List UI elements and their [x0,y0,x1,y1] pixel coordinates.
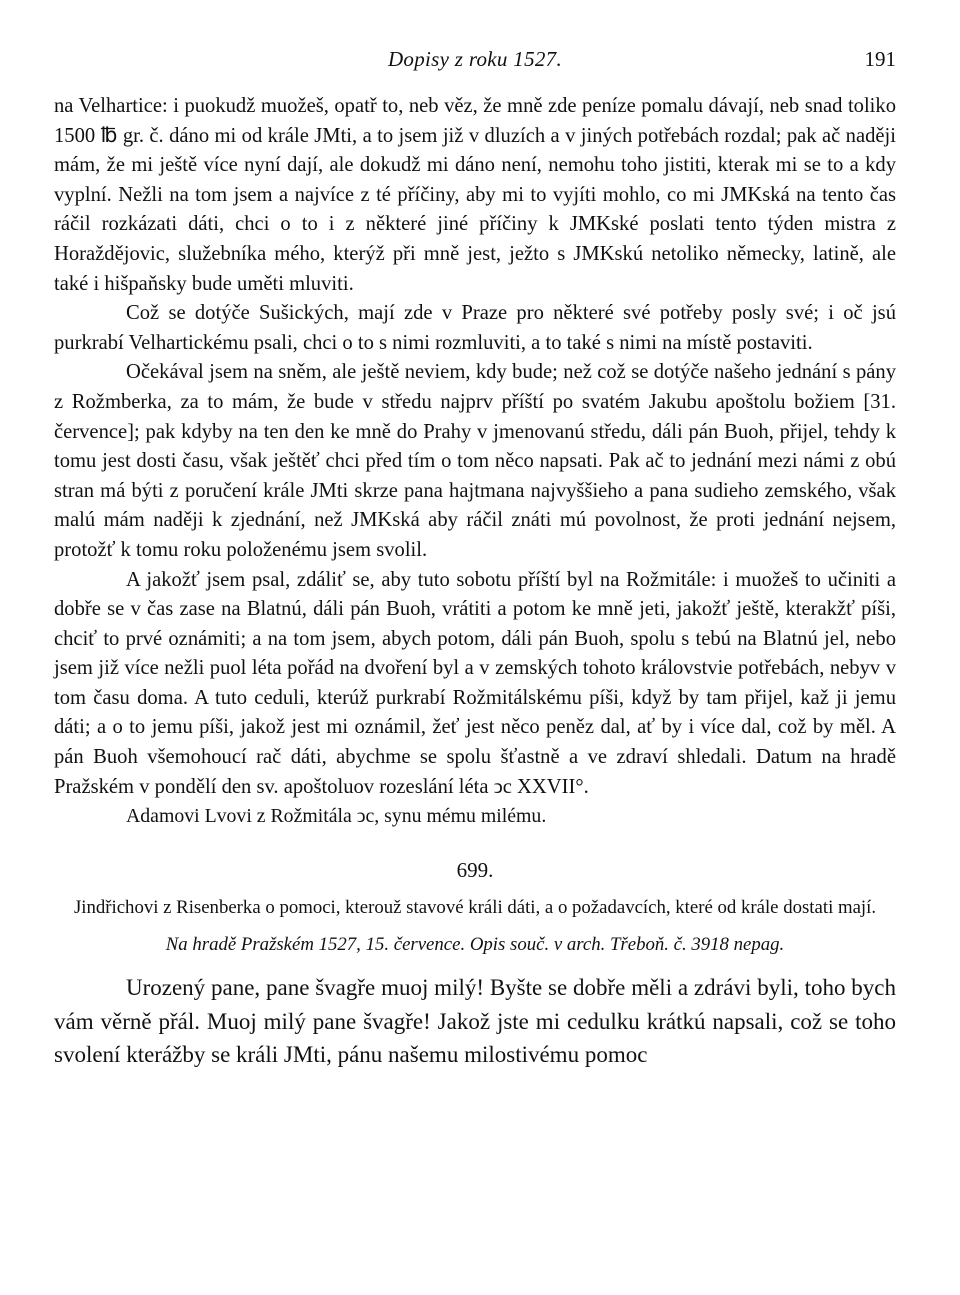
body-text [54,92,896,1072]
page-number: 191 [864,47,896,71]
paragraph-susice: Což se dotýče Sušických, mají zde v Praze pro některé své potřeby posly své; i oč jsú purkrabí Velhartickému psali, chci o to s nimi rozmluviti, a to také s nimi na místě postaviti. [54,302,896,354]
paragraph-snem: Očekával jsem na sněm, ale ještě neviem, kdy bude; než což se dotýče našeho jednání s pány z Rožmberka, za to mám, že bude v středu najprv příští po svatém Jakubu apoštolu božiem [31. července]; pak kdyby na ten den ke mně do Prahy v jmenovanú středu, dáli pán Buoh, přijel, tehdy k tomu jest dosti času, však ještěť chci před tím o tom něco napsati. Pak ač to jednání mezi námi z obú stran má býti z poručení krále JMti skrze pana hajtmana najvyššieho a pana sudieho zemského, však malú mám naději k zjednání, než JMKská aby ráčil znáti mú povolnost, že proti jednání nejsem, protožť k tomu roku položenému jsem svolil. [54,361,896,561]
running-title: Dopisy z roku 1527. [387,47,563,71]
letter-body: Urozený pane, pane švagře muoj milý! Byšte se dobře měli a zdrávi byli, toho bych vám věrně přál. Muoj milý pane švagře! Jakož jste mi cedulku krátkú napsali, což se toho svolení kterážby se králi JMti, pánu našemu milostivému pomoc [54,975,896,1068]
letter-number: 699. [456,857,494,882]
page-header [54,44,896,74]
paragraph-rozmital: A jakožť jsem psal, zdáliť se, aby tuto sobotu příští byl na Rožmitále: i muožeš to učiniti a dobře se v čas zase na Blatnú, dáli pán Buoh, vrátiti a potom ke mně jeti, jakožť ještě, kterakžť píši, chciť to prvé oznámiti; a na tom jsem, abych potom, dáli pán Buoh, spolu s tebú na Blatnú jel, nebo jsem již více nežli puol léta pořád na dvoření byl a v zemských tohoto královstvie potřebách, nebyv v tom času doma. A tuto ceduli, kterúž purkrabí Rožmitálskému píši, když by tam přijel, kaž ji jemu dáti; a o to jemu píši, jakož jest mi oznámil, žeť jest něco peněz dal, ať by i více dal, což by měl. A pán Buoh všemohoucí rač dáti, abychme se spolu šťastně a ve zdraví shledali. Datum na hradě Pražském v pondělí den sv. apoštoluov rozeslání léta ↄc XXVII°. [54,568,896,798]
paragraph-continuation: na Velhartice: i puokudž muožeš, opatř to, neb věz, že mně zde peníze pomalu dávají, neb snad toliko 1500 ℔ gr. č. dáno mi od krále JMti, a to jsem již v dluzích a v jiných potřebách rozdal; pak ač naději mám, že mi ještě více nyní dají, ale dokudž mi dáno není, nemohu toho jistiti, kterak mi se to a kdy vyplní. Nežli na tom jsem a najvíce z té příčiny, aby mi to vyjíti mohlo, co mi JMKská na tento čas ráčil rozkázati dáti, chci o to i z některé jiné příčiny k JMKské poslati tento týden mistra z Horaždějovic, služebníka mého, kterýž při mně jest, ježto s JMKskú netoliko německy, latině, ale také i hišpaňsky bude uměti mluviti. [54,95,896,295]
letter-source: Na hradě Pražském 1527, 15. července. Opis souč. v arch. Třeboň. č. 3918 nepag. [165,934,785,956]
letter-summary: Jindřichovi z Risenberka o pomoci, kterouž stavové králi dáti, a o požadavcích, které od krále dostati mají. [73,897,877,919]
letter-address: Adamovi Lvovi z Rožmitála ↄc, synu mému milému. [126,805,547,828]
